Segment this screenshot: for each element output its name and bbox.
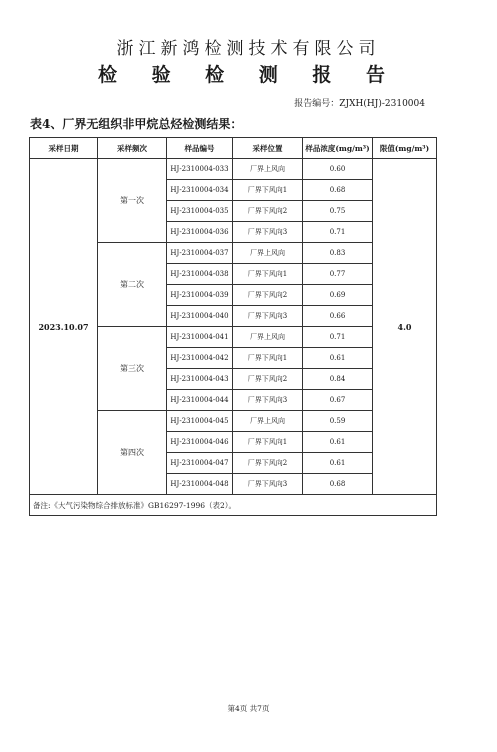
company-name: 浙江新鸿检测技术有限公司: [116, 39, 381, 59]
location-cell: 厂界上风向: [233, 327, 303, 348]
column-header-sample-id: 样品编号: [167, 138, 233, 159]
frequency-cell: 第一次: [98, 159, 167, 243]
sample-id-cell: HJ-2310004-040: [167, 306, 233, 327]
frequency-cell: 第二次: [98, 243, 167, 327]
location-cell: 厂界下风向3: [233, 474, 303, 495]
column-header-date: 采样日期: [30, 138, 98, 159]
note-row: [30, 495, 437, 516]
concentration-cell: 0.69: [303, 285, 373, 306]
location-cell: 厂界下风向3: [233, 390, 303, 411]
concentration-cell: 0.61: [303, 348, 373, 369]
column-header-limit: 限值(mg/m³): [373, 138, 437, 159]
concentration-cell: 0.68: [303, 474, 373, 495]
sample-id-cell: HJ-2310004-034: [167, 180, 233, 201]
concentration-cell: 0.66: [303, 306, 373, 327]
column-header-location: 采样位置: [233, 138, 303, 159]
column-header-frequency: 采样频次: [98, 138, 167, 159]
concentration-cell: 0.84: [303, 369, 373, 390]
location-cell: 厂界上风向: [233, 243, 303, 264]
sample-id-cell: HJ-2310004-038: [167, 264, 233, 285]
sampling-date-cell: 2023.10.07: [30, 159, 98, 495]
page-number: 第4页 共7页: [227, 704, 270, 713]
location-cell: 厂界下风向3: [233, 222, 303, 243]
location-cell: 厂界下风向1: [233, 180, 303, 201]
sample-id-cell: HJ-2310004-037: [167, 243, 233, 264]
table-header-row: [30, 138, 437, 159]
table-title: 表4、厂界无组织非甲烷总烃检测结果：: [30, 117, 243, 131]
sample-id-cell: HJ-2310004-041: [167, 327, 233, 348]
location-cell: 厂界下风向1: [233, 432, 303, 453]
results-table: [29, 137, 437, 516]
location-cell: 厂界下风向1: [233, 264, 303, 285]
location-cell: 厂界下风向2: [233, 285, 303, 306]
sample-id-cell: HJ-2310004-039: [167, 285, 233, 306]
location-cell: 厂界下风向3: [233, 306, 303, 327]
table-row: [30, 159, 437, 180]
location-cell: 厂界上风向: [233, 411, 303, 432]
concentration-cell: 0.60: [303, 159, 373, 180]
location-cell: 厂界下风向2: [233, 453, 303, 474]
sample-id-cell: HJ-2310004-048: [167, 474, 233, 495]
sample-id-cell: HJ-2310004-035: [167, 201, 233, 222]
sample-id-cell: HJ-2310004-046: [167, 432, 233, 453]
sample-id-cell: HJ-2310004-043: [167, 369, 233, 390]
concentration-cell: 0.67: [303, 390, 373, 411]
concentration-cell: 0.83: [303, 243, 373, 264]
sample-id-cell: HJ-2310004-044: [167, 390, 233, 411]
report-title: 检 验 检 测 报 告: [97, 64, 400, 86]
sample-id-cell: HJ-2310004-033: [167, 159, 233, 180]
sample-id-cell: HJ-2310004-045: [167, 411, 233, 432]
limit-value-cell: 4.0: [373, 159, 437, 495]
frequency-cell: 第三次: [98, 327, 167, 411]
sample-id-cell: HJ-2310004-047: [167, 453, 233, 474]
location-cell: 厂界下风向2: [233, 201, 303, 222]
concentration-cell: 0.71: [303, 327, 373, 348]
sample-id-cell: HJ-2310004-036: [167, 222, 233, 243]
location-cell: 厂界下风向1: [233, 348, 303, 369]
concentration-cell: 0.68: [303, 180, 373, 201]
sample-id-cell: HJ-2310004-042: [167, 348, 233, 369]
frequency-cell: 第四次: [98, 411, 167, 495]
table-body: [30, 159, 437, 516]
concentration-cell: 0.75: [303, 201, 373, 222]
location-cell: 厂界上风向: [233, 159, 303, 180]
report-number: 报告编号：ZJXH(HJ)-2310004: [294, 99, 425, 109]
concentration-cell: 0.59: [303, 411, 373, 432]
concentration-cell: 0.61: [303, 453, 373, 474]
column-header-concentration: 样品浓度(mg/m³): [303, 138, 373, 159]
location-cell: 厂界下风向2: [233, 369, 303, 390]
concentration-cell: 0.71: [303, 222, 373, 243]
concentration-cell: 0.77: [303, 264, 373, 285]
concentration-cell: 0.61: [303, 432, 373, 453]
table-note: 备注:《大气污染物综合排放标准》GB16297-1996（表2）。: [30, 495, 437, 516]
